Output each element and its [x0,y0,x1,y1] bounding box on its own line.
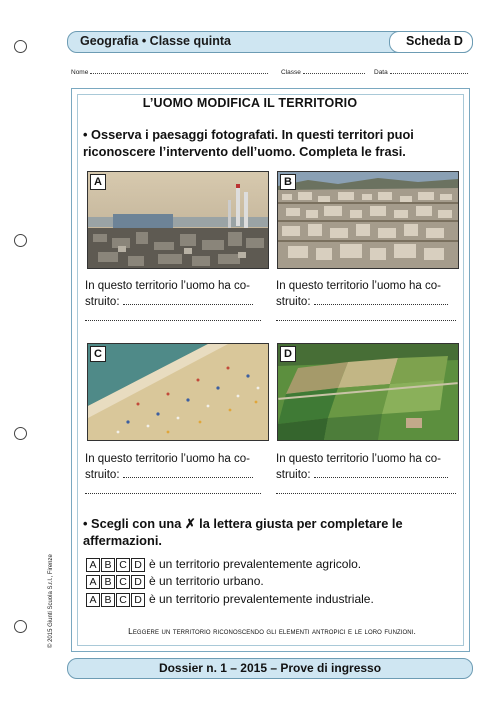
page-header [67,31,473,53]
instruction-1-line-1: • Osserva i paesaggi fotografati. In questi territori puoi [83,127,414,142]
option-box-b[interactable]: B [101,558,115,572]
footer-label: Dossier n. 1 – 2015 – Prove di ingresso [158,661,382,675]
photo-d-letter: D [280,346,296,362]
instruction-1 [83,126,463,160]
caption-d-line-1: In questo territorio l’uomo ha co- [276,453,441,465]
date-field[interactable] [374,67,468,76]
photo-b-letter: B [280,174,296,190]
option-box-b[interactable]: B [101,593,115,607]
statement-agricultural: è un territorio prevalentemente agricolo. [149,557,362,572]
caption-d-line-3[interactable] [276,483,466,499]
caption-a [85,278,275,326]
option-row-industrial [86,592,374,607]
option-box-d[interactable]: D [131,575,145,589]
caption-b-line-1: In questo territorio l’uomo ha co- [276,280,441,292]
sheet-tab [389,31,473,53]
caption-c [85,451,275,499]
class-field[interactable] [281,67,365,76]
caption-a-line-2[interactable]: struito: [85,294,275,310]
photo-b-urban [277,171,459,269]
instruction-2 [83,515,463,549]
caption-a-line-1: In questo territorio l’uomo ha co- [85,280,250,292]
caption-b [276,278,466,326]
worksheet-title: L’UOMO MODIFICA IL TERRITORIO [142,96,358,110]
copyright-notice: © 2015 Giunti Scuola S.r.l., Firenze [48,554,54,648]
binder-hole-1 [14,40,27,53]
option-box-b[interactable]: B [101,575,115,589]
binder-hole-3 [14,427,27,440]
instruction-2-line-2: affermazioni. [83,533,162,548]
statement-urban: è un territorio urbano. [149,574,264,589]
subject-label: Geografia • Classe quinta [80,34,231,48]
option-box-c[interactable]: C [116,558,130,572]
caption-c-line-3[interactable] [85,483,275,499]
date-label: Data [374,69,388,76]
option-box-c[interactable]: C [116,593,130,607]
caption-d-line-2[interactable]: struito: [276,467,466,483]
learning-objective: Leggere un territorio riconoscendo gli elementi antropici e le loro funzioni. [128,626,416,636]
sheet-label: Scheda D [406,34,463,48]
instruction-1-line-2: riconoscere l’intervento dell’uomo. Completa le frasi. [83,144,406,159]
caption-a-line-3[interactable] [85,310,275,326]
caption-b-line-2[interactable]: struito: [276,294,466,310]
option-box-d[interactable]: D [131,593,145,607]
option-row-urban [86,574,264,589]
option-box-a[interactable]: A [86,558,100,572]
caption-c-line-1: In questo territorio l’uomo ha co- [85,453,250,465]
option-box-c[interactable]: C [116,575,130,589]
option-box-d[interactable]: D [131,558,145,572]
name-label: Nome [71,69,89,76]
caption-c-line-2[interactable]: struito: [85,467,275,483]
option-row-agricultural [86,557,361,572]
caption-d [276,451,466,499]
instruction-2-line-1: • Scegli con una ✗ la lettera giusta per completare le [83,516,403,531]
binder-hole-2 [14,234,27,247]
binder-hole-4 [14,620,27,633]
photo-a-letter: A [90,174,106,190]
photo-d-farmland [277,343,459,441]
photo-c-beach [87,343,269,441]
photo-a-industrial [87,171,269,269]
caption-b-line-3[interactable] [276,310,466,326]
statement-industrial: è un territorio prevalentemente industriale. [149,592,374,607]
class-label: Classe [281,69,301,76]
photo-c-letter: C [90,346,106,362]
option-box-a[interactable]: A [86,593,100,607]
option-box-a[interactable]: A [86,575,100,589]
name-field[interactable] [71,67,268,76]
page-footer [67,658,473,679]
